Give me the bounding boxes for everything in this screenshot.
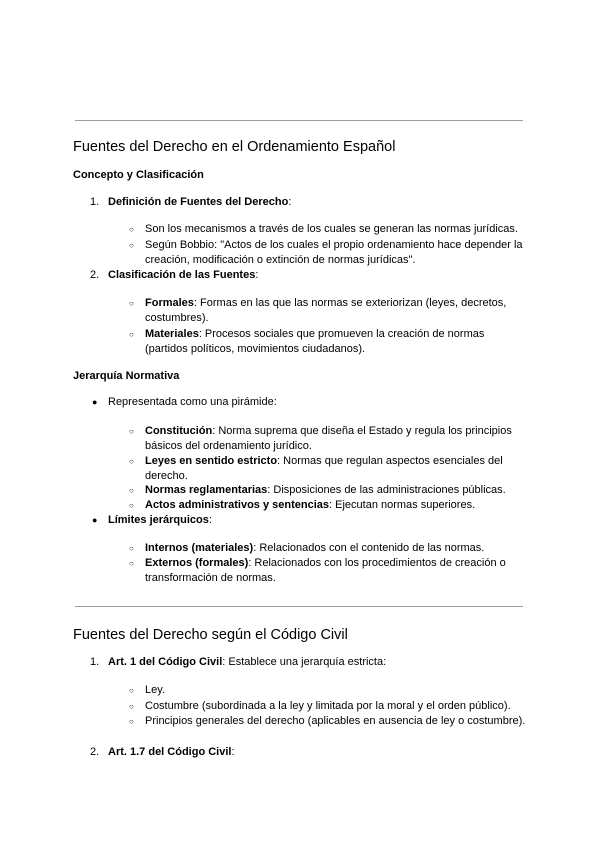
item-text: : Norma suprema que diseña el Estado y regula los principios básicos del ordenamiento jurídico. [145,425,512,452]
item-text: : [288,196,292,208]
list-number: 1. [90,196,100,208]
item-term: Actos administrativos y sentencias [145,499,330,511]
circle-bullet-icon: ○ [129,717,134,726]
list-item [129,327,527,357]
list-item [90,655,528,670]
circle-bullet-icon: ○ [129,702,134,711]
list-item [129,296,527,326]
item-term: Art. 1.7 del Código Civil [108,746,232,758]
list-item [129,238,527,268]
item-text: : [255,269,259,281]
item-text: : Establece una jerarquía estricta: [222,656,387,668]
bullet-icon: ● [92,397,98,407]
horizontal-divider [75,606,523,607]
list-item [129,498,527,513]
circle-bullet-icon: ○ [129,330,134,339]
horizontal-divider [75,120,523,121]
list-item [90,195,528,210]
item-text: Ley. [145,684,165,696]
list-item [129,714,527,729]
circle-bullet-icon: ○ [129,299,134,308]
list-item [129,683,527,698]
list-item [129,699,527,714]
item-term: Materiales [145,328,199,340]
bullet-icon: ● [92,515,98,525]
item-text: : Formas en las que las normas se exteriorizan (leyes, decretos, costumbres). [145,297,507,324]
item-text: : Ejecutan normas superiores. [329,499,476,511]
circle-bullet-icon: ○ [129,501,134,510]
list-number: 2. [90,746,100,758]
list-item [92,395,528,410]
item-term: Externos (formales) [145,557,249,569]
circle-bullet-icon: ○ [129,559,134,568]
subsection-heading: Jerarquía Normativa [73,370,180,382]
list-item [129,556,527,586]
item-text: Representada como una pirámide: [108,396,277,408]
list-item [129,541,527,556]
circle-bullet-icon: ○ [129,686,134,695]
item-term: Constitución [145,425,213,437]
section-heading: Fuentes del Derecho en el Ordenamiento Español [73,139,396,155]
item-text: Son los mecanismos a través de los cuales se generan las normas jurídicas. [145,223,518,235]
list-item [129,454,527,484]
section-heading: Fuentes del Derecho según el Código Civil [73,627,348,643]
subsection-heading: Concepto y Clasificación [73,169,204,181]
list-item [90,745,528,760]
circle-bullet-icon: ○ [129,457,134,466]
item-text: : Disposiciones de las administraciones públicas. [267,484,506,496]
list-item [129,222,527,237]
list-item [92,513,528,528]
circle-bullet-icon: ○ [129,225,134,234]
item-term: Internos (materiales) [145,542,254,554]
item-term: Definición de Fuentes del Derecho [108,196,289,208]
item-text: : [208,514,212,526]
item-term: Formales [145,297,194,309]
item-text: : [231,746,235,758]
list-number: 1. [90,656,100,668]
item-text: : Normas que regulan aspectos esenciales del derecho. [145,455,503,482]
item-text: Según Bobbio: "Actos de los cuales el propio ordenamiento hace depender la creación, modificación o extinción de normas jurídicas". [145,239,523,266]
item-text: : Relacionados con el contenido de las normas. [253,542,485,554]
item-text: Costumbre (subordinada a la ley y limitada por la moral y el orden público). [145,700,511,712]
item-text: : Relacionados con los procedimientos de creación o transformación de normas. [145,557,506,584]
list-number: 2. [90,269,100,281]
item-term: Leyes en sentido estricto [145,455,278,467]
item-term: Límites jerárquicos [108,514,209,526]
item-text: : Procesos sociales que promueven la creación de normas (partidos políticos, movimientos ciudadanos). [145,328,485,355]
item-term: Clasificación de las Fuentes [108,269,256,281]
circle-bullet-icon: ○ [129,427,134,436]
list-item [129,483,527,498]
circle-bullet-icon: ○ [129,241,134,250]
list-item [129,424,527,454]
circle-bullet-icon: ○ [129,544,134,553]
circle-bullet-icon: ○ [129,486,134,495]
list-item [90,268,528,283]
item-text: Principios generales del derecho (aplicables en ausencia de ley o costumbre). [145,715,526,727]
item-term: Art. 1 del Código Civil [108,656,223,668]
item-term: Normas reglamentarias [145,484,268,496]
